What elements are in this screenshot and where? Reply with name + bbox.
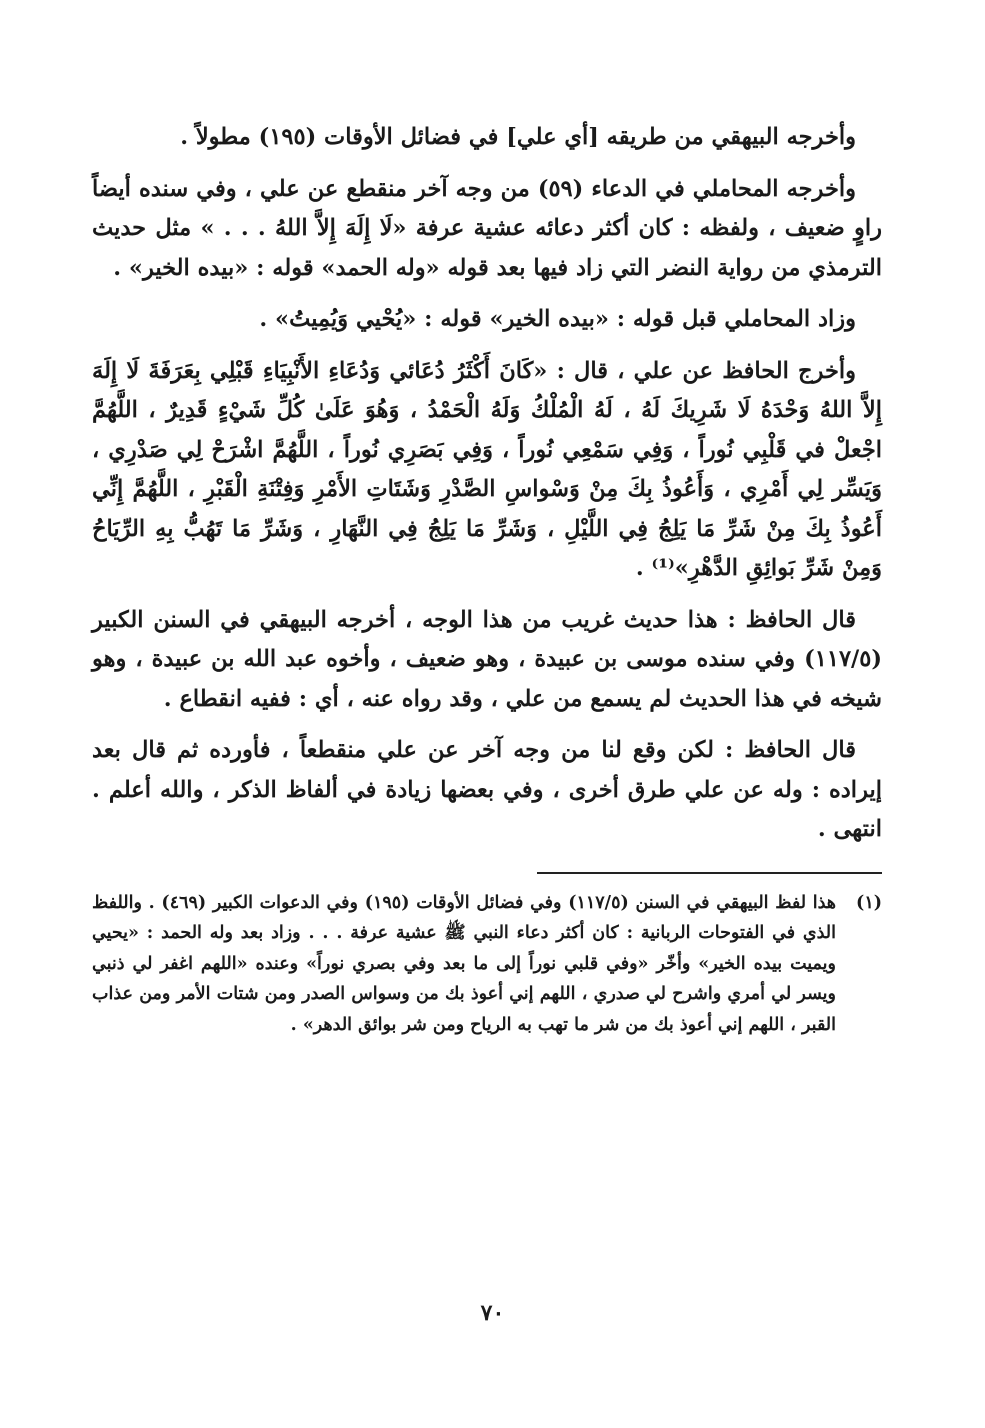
footnote-text: هذا لفظ البيهقي في السنن (١١٧/٥) وفي فضائل الأوقات (١٩٥) وفي الدعوات الكبير (٤٦٩) . واللفظ الذي في الفتوحات الربانية : كان أكثر دعاء النبي ﷺ عشية عرفة . . . وزاد بعد وله الحمد : «يحيي ويميت بيده الخير» وأخّر «وفي قلبي نوراً إلى ما بعد وفي بصري نوراً» وعنده «اللهم اغفر لي ذنبي ويسر لي أمري واشرح لي صدري ، اللهم إني أعوذ بك من وسواس الصدر ومن شتات الأمر ومن عذاب القبر ، اللهم إني أعوذ بك من شر ما تهب به الرياح ومن شر بوائق الدهر» .: [92, 892, 837, 1035]
paragraph-hafiz-conclusion: [92, 731, 882, 850]
paragraph-bayhaqi-source: [92, 118, 882, 158]
paragraph-text: قال الحافظ : هذا حديث غريب من هذا الوجه ، أخرجه البيهقي في السنن الكبير (١١٧/٥) وفي سنده موسى بن عبيدة ، وهو ضعيف ، وأخوه عبد الله بن عبيدة ، وهو شيخه في هذا الحديث لم يسمع من علي ، وقد رواه عنه ، أي : ففيه انقطاع .: [92, 606, 882, 712]
paragraph-mahamili-dua: [92, 170, 882, 289]
paragraph-text: وزاد المحاملي قبل قوله : «بيده الخير» قوله : «يُحْيي وَيُمِيتُ» .: [259, 306, 856, 332]
paragraph-hadith-text: [92, 352, 882, 589]
paragraph-text: وأخرجه البيهقي من طريقه [أي علي] في فضائل الأوقات (١٩٥) مطولاً .: [180, 124, 856, 150]
paragraph-text: وأخرج الحافظ عن علي ، قال : «كَانَ أَكْثَرُ دُعَائي وَدُعَاءِ الأَنْبِيَاءِ قَبْلِي بِعَرَفَةَ لَا إِلَهَ إِلاَّ اللهُ وَحْدَهُ لَا شَرِيكَ لَهُ ، لَهُ الْمُلْكُ وَلَهُ الْحَمْدُ ، وَهُوَ عَلَىٰ كُلِّ شَيْءٍ قَدِيرٌ ، اللَّهُمَّ اجْعلْ في قَلْبِي نُوراً ، وَفِي سَمْعِي نُوراً ، وَفِي بَصَرِي نُوراً ، اللَّهُمَّ اشْرَحْ لِي صَدْرِي ، وَيَسِّر لِي أَمْرِي ، وَأَعُوذُ بِكَ مِنْ وَسْواسِ الصَّدْرِ وَشَتَاتِ الأَمْرِ وَفِتْنَةِ الْقَبْرِ ، اللَّهُمَّ إِنِّي أَعُوذُ بِكَ مِنْ شَرِّ مَا يَلِجُ فِي اللَّيْلِ ، وَشَرِّ مَا يَلِجُ فِي النَّهَارِ ، وَشَرِّ مَا تَهُبُّ بِهِ الرِّيَاحُ وَمِنْ شَرِّ بَوائِقِ الدَّهْرِ»⁽¹⁾ .: [92, 357, 882, 581]
footnote: [92, 888, 882, 1041]
footnote-divider: [537, 872, 882, 874]
paragraph-hafiz-grading: [92, 601, 882, 720]
footnote-marker: (١): [856, 892, 882, 913]
paragraph-text: وأخرجه المحاملي في الدعاء (٥٩) من وجه آخر منقطع عن علي ، وفي سنده أيضاً راوٍ ضعيف ، ولفظه : كان أكثر دعائه عشية عرفة «لَا إِلَهَ إِلاَّ اللهُ . . . » مثل حديث الترمذي من رواية النضر التي زاد فيها بعد قوله «وله الحمد» قوله : «بيده الخير» .: [92, 175, 882, 281]
paragraph-mahamili-addition: [92, 300, 882, 340]
paragraph-text: قال الحافظ : لكن وقع لنا من وجه آخر عن علي منقطعاً ، فأورده ثم قال بعد إيراده : وله عن علي طرق أخرى ، وفي بعضها زيادة في ألفاظ الذكر ، والله أعلم . انتهى .: [92, 737, 882, 842]
page-number: ٧٠: [480, 1300, 505, 1326]
page-content: [92, 118, 882, 1040]
